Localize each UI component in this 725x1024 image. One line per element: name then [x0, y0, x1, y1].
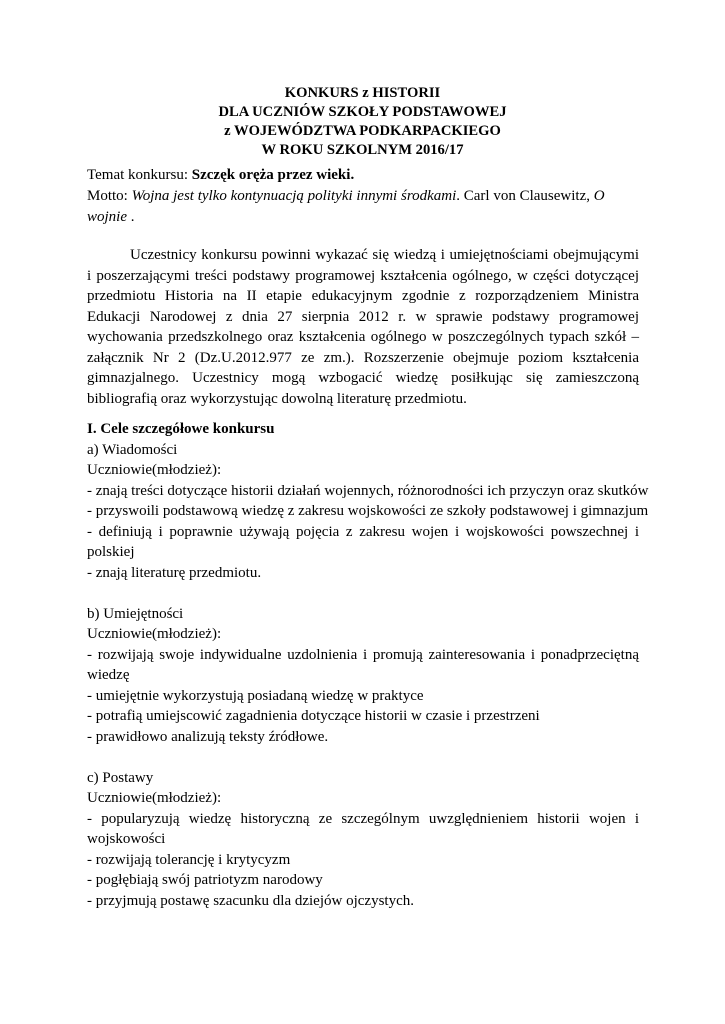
motto-trail: .	[127, 208, 135, 225]
list-item: - przyswoili podstawową wiedzę z zakresu wojskowości ze szkoły podstawowej i gimnazjum	[87, 503, 649, 519]
motto-label: Motto:	[87, 188, 132, 204]
motto-work-part2: wojnie	[87, 208, 127, 225]
contest-topic	[87, 165, 639, 186]
list-item: - popularyzują wiedzę historyczną ze szczególnym uwzględnieniem historii wojen i	[87, 810, 639, 827]
section-heading: I. Cele szczegółowe konkursu	[87, 421, 275, 437]
motto-quote: Wojna jest tylko kontynuacją polityki innymi środkami	[131, 188, 457, 204]
topic-label: Temat konkursu:	[87, 167, 192, 183]
list-item: - rozwijają swoje indywidualne uzdolnienia i promują zainteresowania i ponadprzeciętną	[87, 646, 639, 663]
list-item: - prawidłowo analizują teksty źródłowe.	[87, 728, 329, 745]
spacer	[87, 747, 639, 768]
list-item: - znają treści dotyczące historii działań wojennych, różnorodności ich przyczyn oraz skutków	[87, 482, 649, 499]
list-item-continuation: wiedzę	[87, 667, 130, 683]
contest-motto	[87, 186, 639, 227]
title-line-2: DLA UCZNIÓW SZKOŁY PODSTAWOWEJ	[218, 104, 507, 120]
list-item-continuation: wojskowości	[87, 831, 166, 847]
intro-paragraph-block	[87, 245, 639, 409]
list-item: - potrafią umiejscowić zagadnienia dotyczące historii w czasie i przestrzeni	[87, 708, 540, 724]
motto-work-part1: O	[593, 188, 605, 204]
list-item: - znają literaturę przedmiotu.	[87, 564, 262, 581]
list-item: - rozwijają tolerancję i krytycyzm	[87, 851, 291, 868]
list-item: - przyjmują postawę szacunku dla dziejów ojczystych.	[87, 892, 414, 909]
subsection-c-who: Uczniowie(młodzież):	[87, 790, 222, 806]
spacer	[87, 583, 639, 604]
motto-author: . Carl von Clausewitz,	[456, 188, 594, 204]
subsection-c-title: c) Postawy	[87, 769, 154, 786]
subsection-b-who: Uczniowie(młodzież):	[87, 626, 222, 642]
subsection-a-who: Uczniowie(młodzież):	[87, 462, 222, 478]
list-item-continuation: polskiej	[87, 544, 135, 560]
list-item: - umiejętnie wykorzystują posiadaną wiedzę w praktyce	[87, 687, 424, 704]
list-item: - pogłębiają swój patriotyzm narodowy	[87, 872, 323, 888]
document-title	[0, 84, 725, 160]
title-line-1: KONKURS z HISTORII	[284, 85, 441, 101]
topic-value: Szczęk oręża przez wieki.	[191, 167, 355, 183]
list-item: - definiują i poprawnie używają pojęcia z zakresu wojen i wojskowości powszechnej i	[87, 523, 639, 540]
section-goals	[87, 419, 649, 911]
title-line-4: W ROKU SZKOLNYM 2016/17	[261, 142, 464, 158]
intro-paragraph: Uczestnicy konkursu powinni wykazać się wiedzą i umiejętnościami obejmującymi i poszerzającymi treści podstawy programowej kształcenia ogólnego, w części dotyczącej przedmiotu Historia na II etapie edukacyjnym zgodnie z rozporządzeniem Ministra Edukacji Narodowej z dnia 27 sierpnia 2012 r. w sprawie podstawy programowej wychowania przedszkolnego oraz kształcenia ogólnego w poszczególnych typach szkół – załącznik Nr 2 (Dz.U.2012.977 ze zm.). Rozszerzenie obejmuje poziom kształcenia gimnazjalnego. Uczestnicy mogą wzbogacić wiedzę posiłkując się zamieszczoną bibliografią oraz wykorzystując dowolną literaturę przedmiotu.	[87, 247, 639, 407]
title-line-3: z WOJEWÓDZTWA PODKARPACKIEGO	[224, 123, 501, 139]
subsection-b-title: b) Umiejętności	[87, 605, 184, 622]
subsection-a-title: a) Wiadomości	[87, 441, 178, 458]
